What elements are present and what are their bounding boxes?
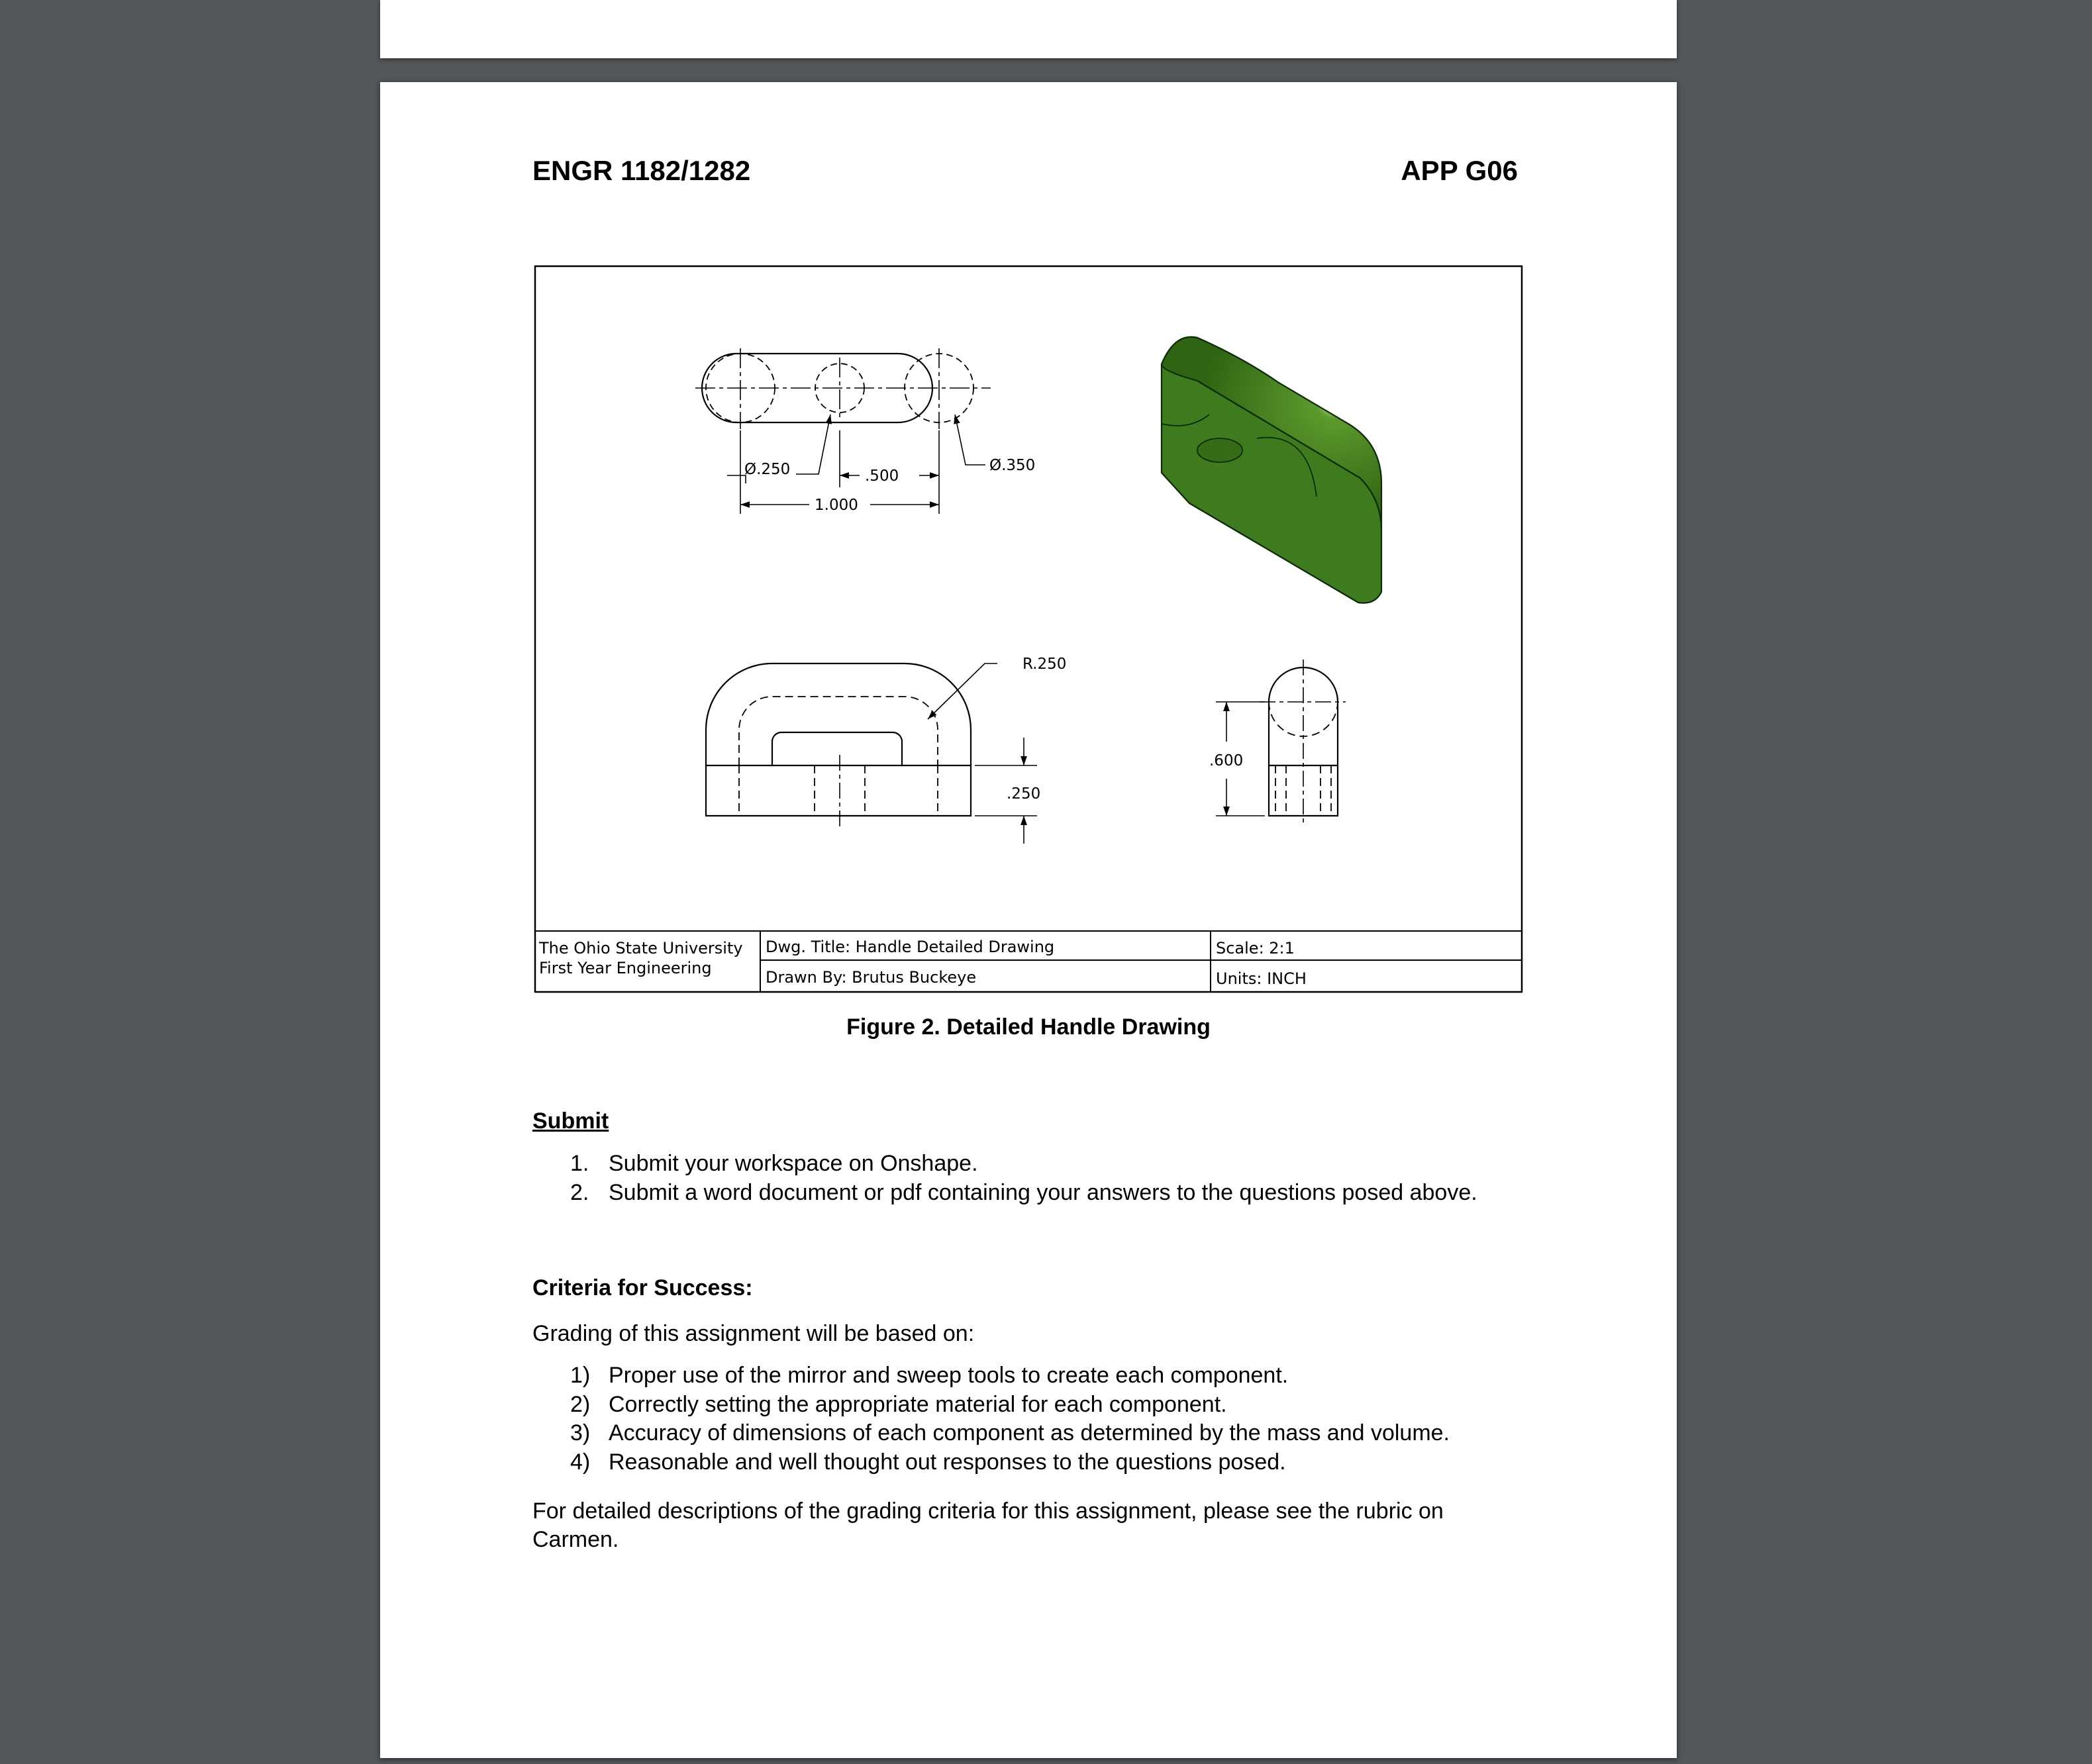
list-item — [532, 1361, 1450, 1391]
submit-list — [532, 1150, 1477, 1207]
list-item-text: Correctly setting the appropriate material for each component. — [609, 1391, 1227, 1417]
dim-end-dia: Ø.350 — [989, 457, 1036, 474]
submit-heading: Submit — [532, 1108, 609, 1134]
title-block-units: Units: INCH — [1216, 969, 1307, 988]
dim-height: .600 — [1209, 752, 1244, 769]
dim-spacing: .500 — [865, 467, 899, 485]
side-view — [1216, 660, 1346, 826]
title-block-scale: Scale: 2:1 — [1216, 939, 1295, 957]
dim-radius: R.250 — [1022, 656, 1067, 673]
list-item — [532, 1448, 1450, 1477]
title-block-drawn-by: Drawn By: Brutus Buckeye — [766, 968, 977, 987]
front-view — [706, 663, 1037, 826]
list-item — [532, 1179, 1477, 1208]
engineering-drawing — [534, 265, 1523, 1074]
criteria-list — [532, 1361, 1450, 1477]
figure-caption: Figure 2. Detailed Handle Drawing — [846, 1014, 1211, 1040]
criteria-intro: Grading of this assignment will be based on: — [532, 1321, 975, 1346]
drawing-frame — [535, 266, 1522, 992]
assignment-header: APP G06 — [1401, 155, 1518, 186]
title-block-dwg-title: Dwg. Title: Handle Detailed Drawing — [766, 938, 1055, 956]
list-item-text: Submit a word document or pdf containing your answers to the questions posed above. — [609, 1179, 1477, 1205]
top-view-dims — [740, 415, 985, 505]
dim-thickness: .250 — [1007, 785, 1041, 803]
front-view-dims — [928, 663, 1024, 844]
top-view — [695, 348, 991, 514]
course-header: ENGR 1182/1282 — [532, 155, 751, 186]
document-page — [380, 82, 1677, 1758]
list-item-text: Reasonable and well thought out responses to the questions posed. — [609, 1449, 1286, 1475]
criteria-heading: Criteria for Success: — [532, 1275, 753, 1300]
list-item-number: 4) — [570, 1449, 591, 1475]
closing-paragraph: For detailed descriptions of the grading criteria for this assignment, please see the rubric on Carmen. — [532, 1498, 1444, 1552]
isometric-model — [1162, 337, 1381, 603]
list-item-number: 3) — [570, 1420, 591, 1446]
list-item — [532, 1150, 1477, 1179]
list-item-number: 1) — [570, 1363, 591, 1388]
dim-overall: 1.000 — [815, 497, 858, 514]
list-item — [532, 1391, 1450, 1420]
list-item — [532, 1419, 1450, 1448]
previous-page — [380, 0, 1677, 58]
list-item-number: 1. — [570, 1151, 589, 1176]
dim-hole-dia: Ø.250 — [744, 461, 791, 478]
list-item-number: 2. — [570, 1179, 589, 1205]
list-item-number: 2) — [570, 1391, 591, 1417]
list-item-text: Accuracy of dimensions of each component as determined by the mass and volume. — [609, 1420, 1450, 1446]
list-item-text: Proper use of the mirror and sweep tools to create each component. — [609, 1363, 1289, 1388]
title-block-org-line1: The Ohio State University — [539, 939, 743, 957]
list-item-text: Submit your workspace on Onshape. — [609, 1151, 978, 1176]
title-block-org-line2: First Year Engineering — [539, 959, 712, 977]
